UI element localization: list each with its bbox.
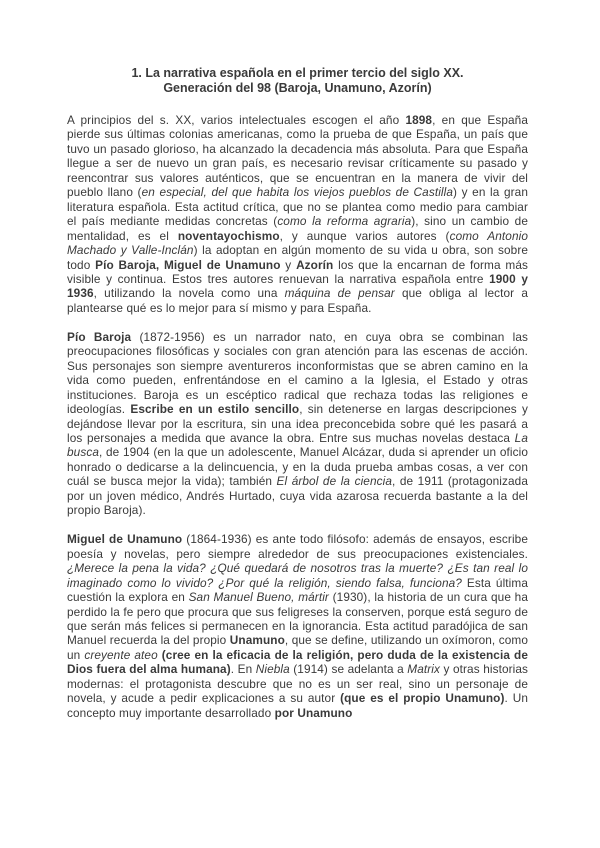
text-run: Pío Baroja, Miguel de Unamuno — [95, 257, 281, 272]
text-run: como la reforma agraria — [277, 214, 412, 229]
text-run: , de 1904 (en la que un adolescente, Manuel Alcázar, duda si aprender un oficio honrado o dedicarse a la delincuencia, y en la duda prueba ambas cosas, a ver con cuál se busca mejor la vida); también — [67, 445, 528, 489]
text-run: y otras historias modernas: el protagonista descubre que no es un ser real, sino un personaje de novela, y acude a pedir explicaciones a su autor — [67, 662, 529, 706]
text-run: . En — [230, 662, 256, 677]
paragraph — [67, 113, 528, 315]
text-run: , de 1911 (protagonizada por un joven médico, Andrés Hurtado, cuya vida azarosa recuerda bastante a la del propio Baroja). — [67, 474, 529, 518]
text-run: creyente ateo — [84, 647, 158, 662]
text-run: El árbol de la ciencia — [276, 474, 392, 489]
text-run: 1898 — [405, 113, 433, 127]
document-body — [67, 113, 528, 720]
text-run: (cree en la eficacia de la religión, pero duda de la existencia de Dios fuera del alma humana) — [67, 647, 528, 677]
text-run: ) y en la gran literatura española. Esta actitud crítica, que no se plantea como medio para cambiar el país mediante medidas concretas ( — [67, 185, 528, 229]
text-run: , en que España pierde sus últimas colonias americanas, como la prueba de que España, un país que tuvo un pasado glorioso, ha alcanzado la decadencia más absoluta. Para que España llegue a ser de nuevo un gran país, es necesario revisar críticamente su pasado y reencontrar sus valores auténticos, que se encuentran en la manera de vivir del pueblo llano ( — [67, 113, 528, 200]
text-run: noventayochismo — [177, 228, 280, 243]
text-run: (1872-1956) es un narrador nato, en cuya obra se combinan las preocupaciones filosóficas y sociales con gran atención para las escenas de acción. Sus personajes son siempre aventureros inconformistas que se abren camino en la vida como pueden, enfrentándose en el camino a la Iglesia, el Estado y otras instituciones. Baroja es un escéptico radical que rechaza todas las religiones e ideologías. — [67, 329, 528, 417]
text-run: Unamuno — [229, 633, 285, 648]
text-run: Matrix — [407, 662, 441, 677]
text-run: (1914) se adelanta a — [289, 662, 408, 677]
paragraph — [67, 330, 528, 518]
text-run: y — [280, 257, 297, 272]
text-run: , utilizando la novela como una — [93, 286, 285, 301]
text-run: (1930), la historia de un cura que ha perdido la fe pero que procura que sus feligreses la conserven, porque está seguro de que serán más felices si permanecen en la ignorancia. Esta actitud paradójica de san Manuel recuerda la del propio — [67, 590, 529, 648]
text-run: Escribe en un estilo sencillo — [130, 402, 300, 417]
text-run: Azorín — [296, 257, 334, 272]
text-run: . Un concepto muy importante desarrollado — [67, 691, 528, 720]
text-run: A principios del s. XX, varios intelectuales escogen el año — [67, 113, 406, 127]
text-run: Niebla — [255, 662, 290, 677]
text-run: por Unamuno — [274, 705, 353, 720]
text-run: , que se define, utilizando un oxímoron, como un — [67, 633, 529, 662]
document-title-line1: 1. La narrativa española en el primer tercio del siglo XX. — [131, 66, 464, 80]
text-run: La busca — [67, 431, 528, 460]
text-run: Miguel de Unamuno — [67, 532, 183, 547]
text-run: San Manuel Bueno, mártir — [188, 590, 329, 605]
text-run: , y aunque varios autores ( — [279, 228, 450, 243]
paragraph — [67, 532, 528, 720]
text-run: en especial, del que habita los viejos pueblos de Castilla — [141, 185, 454, 200]
text-run: (1864-1936) es ante todo filósofo: además de ensayos, escribe poesía y novelas, pero siempre alrededor de sus preocupaciones existenciales. — [67, 532, 528, 561]
text-run: máquina de pensar — [284, 286, 395, 301]
text-run: , sin detenerse en largas descripciones y dejándose llevar por la escritura, sin una idea preconcebida sobre qué les pasará a los personajes a medida que avance la obra. Entre sus muchas novelas destaca — [67, 402, 528, 446]
text-run: ) la adoptan en algún momento de su vida u obra, son sobre todo — [67, 243, 529, 272]
document-title — [67, 66, 528, 95]
text-run: ¿Merece la pena la vida? ¿Qué quedará de nosotros tras la muerte? ¿Es tan real lo imaginado como lo vivido? ¿Por qué la religión, siendo falsa, funciona? — [67, 561, 528, 590]
document-title-line2: Generación del 98 (Baroja, Unamuno, Azorín) — [163, 80, 432, 95]
text-run: Pío Baroja — [67, 329, 132, 344]
text-run: Esta última cuestión la explora en — [67, 575, 528, 605]
text-run: que obliga al lector a plantearse qué es lo mejor para sí mismo y para España. — [67, 286, 528, 315]
text-run: los que la encarnan de forma más visible y continua. Estos tres autores renuevan la narrativa española entre — [67, 257, 528, 286]
text-run: ), sino un cambio de mentalidad, es el — [67, 214, 528, 243]
text-run: (que es el propio Unamuno) — [340, 691, 505, 706]
text-run: 1900 y 1936 — [67, 271, 528, 301]
text-run: como Antonio Machado y Valle-Inclán — [67, 228, 529, 258]
